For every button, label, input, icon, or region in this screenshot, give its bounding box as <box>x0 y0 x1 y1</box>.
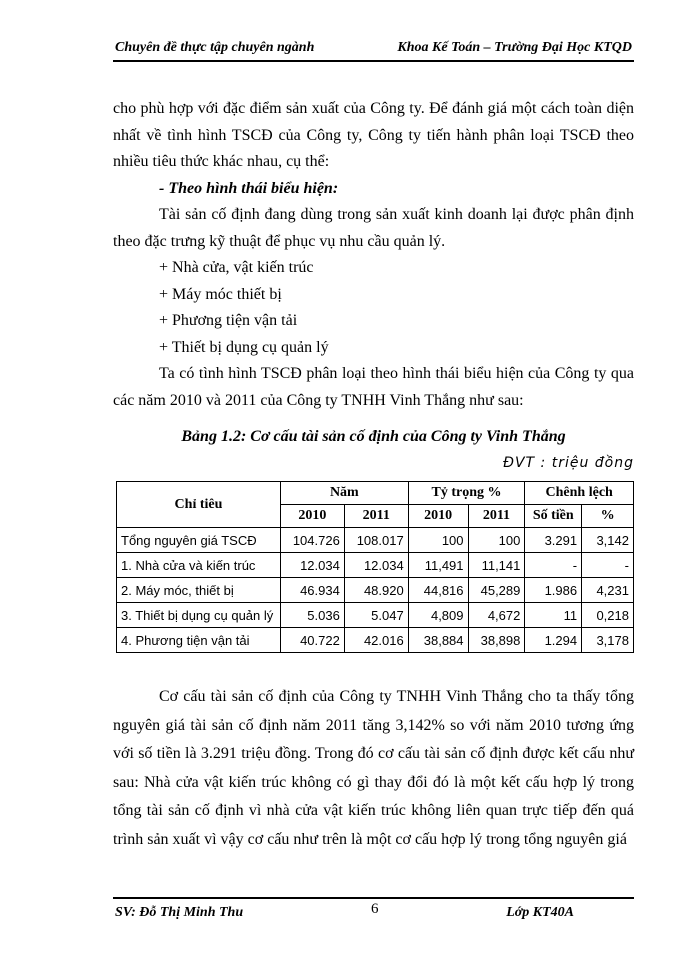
list-item: + Nhà cửa, vật kiến trúc <box>159 259 314 276</box>
table-cell: 46.934 <box>280 578 344 603</box>
table-cell: 44,816 <box>408 578 468 603</box>
footer-class: Lớp KT40A <box>506 905 574 920</box>
table-caption: Bảng 1.2: Cơ cấu tài sản cố định của Công ty Vinh Thắng <box>181 428 566 445</box>
footer-author: SV: Đỗ Thị Minh Thu <box>115 905 244 920</box>
table-cell: 3.291 <box>525 528 582 553</box>
conclusion-paragraph: Cơ cấu tài sản cố định của Công ty TNHH Vinh Thắng cho ta thấy tổng nguyên giá tài sản cố định năm 2011 tăng 3,142% so với năm 2010 tương ứng với số tiền là 3.291 triệu đồng. Trong đó cơ cấu tài sản cố định được kết cấu như sau: Nhà cửa vật kiến trúc không có gì thay đổi đó là một kết cấu hợp lý trong tổng tài sản cố định vì nhà cửa vật kiến trúc không liên quan trực tiếp đến quá trình sản xuất vì vậy cơ cấu như trên là một cơ cấu hợp lý trong tổng nguyên giá <box>113 688 634 848</box>
table-row <box>117 578 634 603</box>
row-label: 4. Phương tiện vận tải <box>117 628 281 653</box>
table-cell: 11,141 <box>468 553 525 578</box>
table-cell: 0,218 <box>582 603 634 628</box>
page-footer <box>113 897 634 923</box>
header-nam: Năm <box>280 482 408 505</box>
table-cell: 104.726 <box>280 528 344 553</box>
row-label: Tổng nguyên giá TSCĐ <box>117 528 281 553</box>
table-cell: 5.036 <box>280 603 344 628</box>
table-cell: 4,231 <box>582 578 634 603</box>
list-item: + Thiết bị dụng cụ quản lý <box>159 338 329 356</box>
subheader-cell: 2011 <box>468 505 525 528</box>
header-left: Chuyên đề thực tập chuyên ngành <box>115 40 315 55</box>
table-cell: 100 <box>468 528 525 553</box>
table-cell: 3,142 <box>582 528 634 553</box>
table-cell: 1.294 <box>525 628 582 653</box>
intro-paragraph-1: cho phù hợp với đặc điểm sản xuất của Công ty. Để đánh giá một cách toàn diện nhất về tình hình TSCĐ của Công ty, Công ty tiến hành phân loại TSCĐ theo nhiều tiêu thức khác nhau, cụ thể: <box>113 100 634 170</box>
header-ty-trong: Tỷ trọng % <box>408 482 525 505</box>
table-row <box>117 628 634 653</box>
subheader-cell: Số tiền <box>525 505 582 528</box>
table-cell: 38,884 <box>408 628 468 653</box>
page-number: 6 <box>371 901 379 917</box>
table-cell: 1.986 <box>525 578 582 603</box>
page-header <box>113 38 634 62</box>
table-cell: 12.034 <box>344 553 408 578</box>
header-chenh-lech: Chênh lệch <box>525 482 634 505</box>
table-cell: 108.017 <box>344 528 408 553</box>
table-cell: 42.016 <box>344 628 408 653</box>
table-header-row <box>117 482 634 505</box>
row-label: 2. Máy móc, thiết bị <box>117 578 281 603</box>
table-cell: 48.920 <box>344 578 408 603</box>
intro-paragraph-2: Tài sản cố định đang dùng trong sản xuất kinh doanh lại được phân định theo đặc trưng kỹ thuật để phục vụ nhu cầu quản lý. <box>113 206 634 250</box>
table-cell: 11,491 <box>408 553 468 578</box>
header-chi-tieu: Chỉ tiêu <box>117 482 281 528</box>
table-cell: 4,809 <box>408 603 468 628</box>
asset-structure-table <box>116 481 634 653</box>
table-row <box>117 553 634 578</box>
table-cell: 45,289 <box>468 578 525 603</box>
table-cell: 40.722 <box>280 628 344 653</box>
section-heading: - Theo hình thái biểu hiện: <box>159 179 339 197</box>
table-unit: ĐVT : triệu đồng <box>503 455 634 471</box>
row-label: 3. Thiết bị dụng cụ quản lý <box>117 603 281 628</box>
subheader-cell: 2010 <box>408 505 468 528</box>
table-cell: 5.047 <box>344 603 408 628</box>
intro-paragraph-3: Ta có tình hình TSCĐ phân loại theo hình thái biểu hiện của Công ty qua các năm 2010 và 2011 của Công ty TNHH Vinh Thắng như sau: <box>113 365 634 409</box>
conclusion-section <box>113 683 634 854</box>
table-cell: - <box>582 553 634 578</box>
list-item: + Phương tiện vận tải <box>159 312 298 329</box>
table-cell: 11 <box>525 603 582 628</box>
table-row <box>117 603 634 628</box>
subheader-cell: 2010 <box>280 505 344 528</box>
table-cell: 4,672 <box>468 603 525 628</box>
table-row <box>117 528 634 553</box>
table-cell: 3,178 <box>582 628 634 653</box>
table-cell: 100 <box>408 528 468 553</box>
table-cell: 12.034 <box>280 553 344 578</box>
list-item: + Máy móc thiết bị <box>159 285 282 303</box>
header-right: Khoa Kế Toán – Trường Đại Học KTQD <box>397 40 632 55</box>
subheader-cell: 2011 <box>344 505 408 528</box>
table-cell: - <box>525 553 582 578</box>
row-label: 1. Nhà cửa và kiến trúc <box>117 553 281 578</box>
subheader-cell: % <box>582 505 634 528</box>
intro-section <box>113 96 634 414</box>
table-cell: 38,898 <box>468 628 525 653</box>
